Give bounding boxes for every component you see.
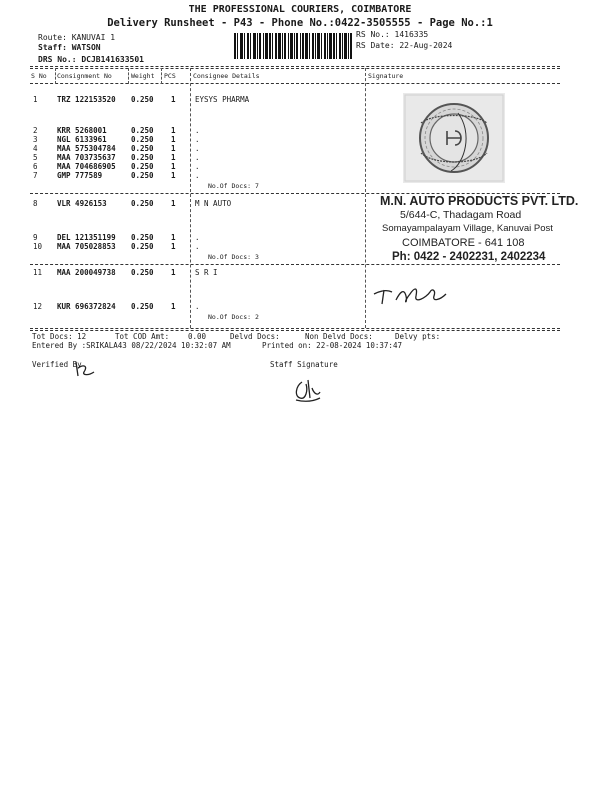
rs-number: RS No.: 1416335 (356, 30, 429, 39)
row-s-no: 1 (33, 95, 38, 104)
row-pcs: 1 (171, 268, 176, 277)
row-pcs: 1 (171, 95, 176, 104)
row-pcs: 1 (171, 233, 176, 242)
delivered-docs-label: Delvd Docs: (230, 332, 280, 341)
header-signature: Signature (368, 72, 404, 80)
staff-signature-label: Staff Signature (270, 360, 338, 369)
row-pcs: 1 (171, 135, 176, 144)
row-consignee: . (195, 144, 200, 153)
row-s-no: 11 (33, 268, 43, 277)
header-weight: Weight (131, 72, 155, 80)
row-pcs: 1 (171, 302, 176, 311)
row-weight: 0.250 (131, 302, 154, 311)
row-consignment: MAA 705028853 (57, 242, 116, 251)
row-s-no: 8 (33, 199, 38, 208)
drs-number: DRS No.: DCJB141633501 (38, 55, 144, 64)
row-weight: 0.250 (131, 153, 154, 162)
non-delivered-docs-label: Non Delvd Docs: (305, 332, 373, 341)
rule-top (30, 66, 560, 67)
col-divider (55, 68, 56, 84)
header-consignee: Consignee Details (193, 72, 260, 80)
row-pcs: 1 (171, 162, 176, 171)
total-docs: Tot Docs: 12 (32, 332, 87, 341)
header-pcs: PCS (164, 72, 176, 80)
row-consignee: . (195, 162, 200, 171)
col-divider (365, 68, 366, 328)
row-s-no: 9 (33, 233, 38, 242)
row-consignee: . (195, 153, 200, 162)
row-weight: 0.250 (131, 135, 154, 144)
row-consignee: . (195, 135, 200, 144)
row-consignment: MAA 703735637 (57, 153, 116, 162)
delivery-points-label: Delvy pts: (395, 332, 441, 341)
row-consignee: . (195, 171, 200, 180)
rs-date: RS Date: 22-Aug-2024 (356, 41, 453, 50)
row-consignee: S R I (195, 268, 218, 277)
row-weight: 0.250 (131, 126, 154, 135)
verifier-signature-image (72, 360, 98, 380)
row-pcs: 1 (171, 171, 176, 180)
row-consignee: . (195, 126, 200, 135)
row-weight: 0.250 (131, 268, 154, 277)
row-s-no: 2 (33, 126, 38, 135)
recipient-signature-image (370, 282, 450, 308)
docs-count: No.Of Docs: 3 (208, 253, 259, 261)
rule-group-2 (30, 264, 560, 265)
row-s-no: 12 (33, 302, 43, 311)
row-consignment: MAA 200049738 (57, 268, 116, 277)
row-pcs: 1 (171, 126, 176, 135)
row-weight: 0.250 (131, 242, 154, 251)
staff-signature-image (290, 376, 324, 404)
row-consignment: MAA 575304784 (57, 144, 116, 153)
route-label: Route: KANUVAI 1 (38, 33, 116, 42)
row-s-no: 7 (33, 171, 38, 180)
col-divider (128, 68, 129, 84)
row-consignment: DEL 121351199 (57, 233, 116, 242)
header-consignment: Consignment No (57, 72, 112, 80)
row-weight: 0.250 (131, 95, 154, 104)
row-consignment: KRR 5268001 (57, 126, 107, 135)
stamp-city-line: COIMBATORE - 641 108 (402, 237, 525, 249)
rule-top-2 (30, 68, 560, 69)
stamp-address-line: Somayampalayam Village, Kanuvai Post (382, 223, 553, 234)
total-cod-value: 0.00 (188, 332, 207, 341)
printed-on: Printed on: 22-08-2024 10:37:47 (262, 341, 402, 350)
row-weight: 0.250 (131, 199, 154, 208)
row-weight: 0.250 (131, 162, 154, 171)
row-consignment: MAA 704686905 (57, 162, 116, 171)
row-consignee: EYSYS PHARMA (195, 95, 250, 104)
row-s-no: 10 (33, 242, 43, 251)
row-pcs: 1 (171, 242, 176, 251)
rule-group-3 (30, 328, 560, 329)
company-title: THE PROFESSIONAL COURIERS, COIMBATORE (188, 4, 412, 15)
verified-by-label: Verified By (32, 360, 82, 369)
row-consignee: . (195, 242, 200, 251)
stamp-phone-line: Ph: 0422 - 2402231, 2402234 (392, 251, 546, 263)
col-divider (161, 68, 162, 84)
rule-header-bottom (30, 83, 560, 84)
docs-count: No.Of Docs: 2 (208, 313, 259, 321)
stamp-address-line: 5/644-C, Thadagam Road (400, 209, 522, 221)
stamp-company-name: M.N. AUTO PRODUCTS PVT. LTD. (380, 194, 579, 208)
entered-by: Entered By :SRIKALA43 08/22/2024 10:32:07 AM (32, 341, 231, 350)
row-pcs: 1 (171, 199, 176, 208)
row-pcs: 1 (171, 153, 176, 162)
row-consignee: M N AUTO (195, 199, 232, 208)
docs-count: No.Of Docs: 7 (208, 182, 259, 190)
row-s-no: 5 (33, 153, 38, 162)
header-s-no: S No (31, 72, 47, 80)
row-weight: 0.250 (131, 171, 154, 180)
row-consignment: GMP 777589 (57, 171, 103, 180)
row-consignment: NGL 6133961 (57, 135, 107, 144)
staff-label: Staff: WATSON (38, 43, 101, 52)
runsheet-title: Delivery Runsheet - P43 - Phone No.:0422-3505555 - Page No.:1 (107, 17, 493, 29)
rule-footer (30, 330, 560, 331)
row-consignment: TRZ 122153520 (57, 95, 116, 104)
row-s-no: 4 (33, 144, 38, 153)
row-s-no: 3 (33, 135, 38, 144)
row-weight: 0.250 (131, 144, 154, 153)
row-s-no: 6 (33, 162, 38, 171)
row-consignment: KUR 696372824 (57, 302, 116, 311)
company-seal-image (403, 93, 505, 183)
row-consignment: VLR 4926153 (57, 199, 107, 208)
row-weight: 0.250 (131, 233, 154, 242)
row-pcs: 1 (171, 144, 176, 153)
col-divider (190, 68, 191, 328)
barcode-image (234, 33, 352, 59)
total-cod-label: Tot COD Amt: (115, 332, 170, 341)
row-consignee: . (195, 233, 200, 242)
row-consignee: . (195, 302, 200, 311)
